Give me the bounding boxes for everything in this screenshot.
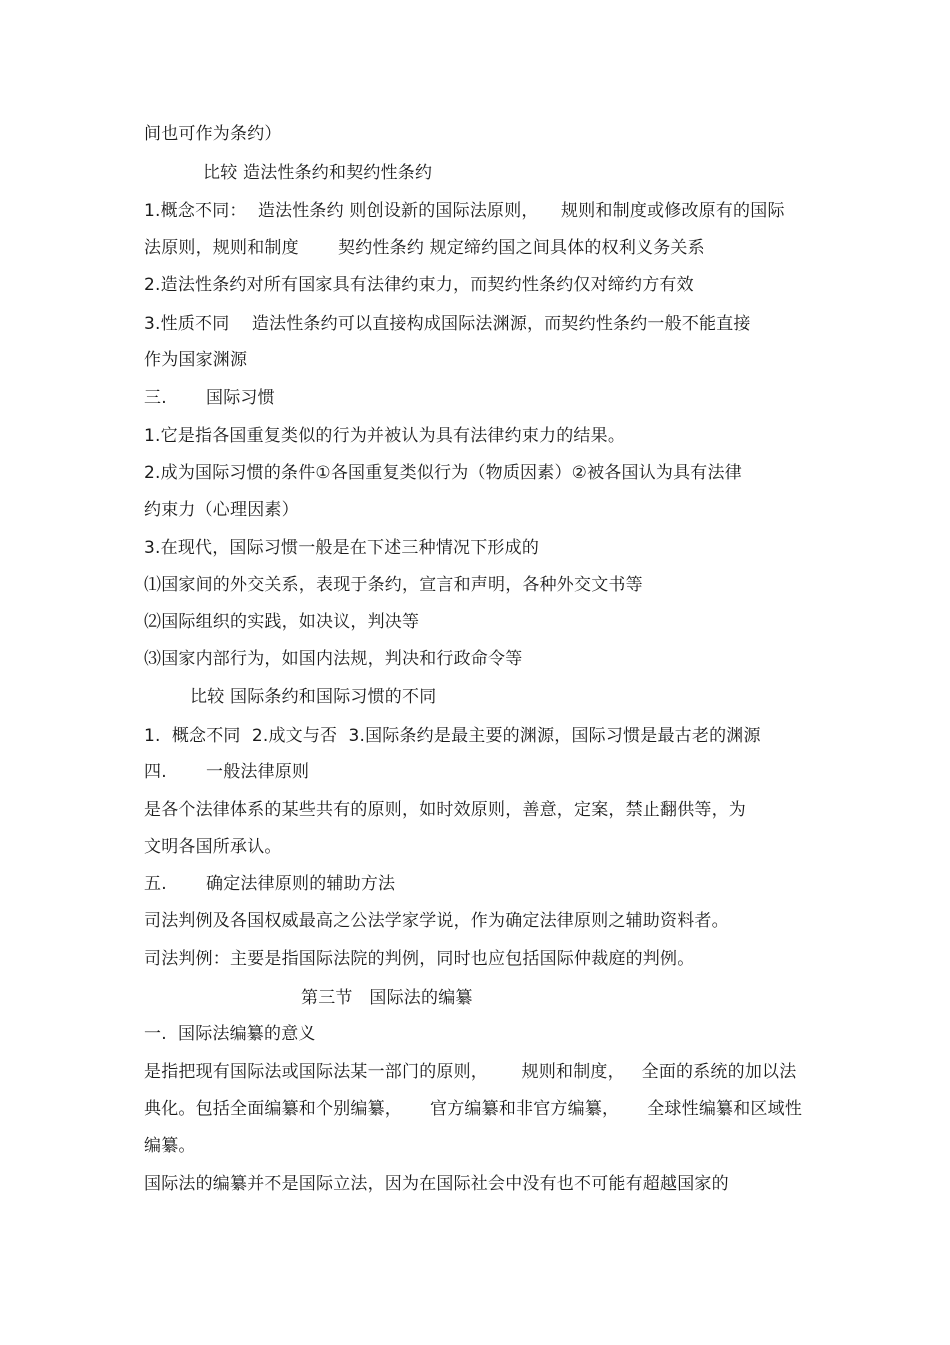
- comparison-heading: 比较 造法性条约和契约性条约: [203, 163, 433, 183]
- section-heading: 三. 国际习惯: [144, 388, 275, 408]
- section-heading: 五. 确定法律原则的辅助方法: [144, 874, 396, 894]
- chapter-section-title: 第三节 国际法的编纂: [301, 988, 473, 1008]
- text-line: 2.造法性条约对所有国家具有法律约束力，而契约性条约仅对缔约方有效: [144, 275, 694, 295]
- section-heading: 四. 一般法律原则: [144, 762, 310, 782]
- section-heading: 一. 国际法编纂的意义: [144, 1024, 316, 1044]
- text-line: 法原则，规则和制度 契约性条约 规定缔约国之间具体的权利义务关系: [144, 238, 705, 258]
- text-line: 1.它是指各国重复类似的行为并被认为具有法律约束力的结果。: [144, 426, 626, 446]
- comparison-heading: 比较 国际条约和国际习惯的不同: [190, 687, 437, 707]
- text-line: 作为国家渊源: [144, 350, 248, 370]
- text-line: 是各个法律体系的某些共有的原则，如时效原则，善意，定案，禁止翻供等，为: [144, 800, 746, 820]
- text-line: ⑵国际组织的实践，如决议，判决等: [144, 612, 420, 632]
- text-line: ⑴国家间的外交关系，表现于条约，宣言和声明，各种外交文书等: [144, 575, 643, 595]
- text-line: 文明各国所承认。: [144, 837, 282, 857]
- text-line: 3.在现代，国际习惯一般是在下述三种情况下形成的: [144, 538, 540, 558]
- text-line: 典化。包括全面编纂和个别编纂， 官方编纂和非官方编纂， 全球性编纂和区域性: [144, 1099, 803, 1119]
- text-line: 是指把现有国际法或国际法某一部门的原则， 规则和制度， 全面的系统的加以法: [144, 1062, 797, 1082]
- text-line: 编纂。: [144, 1136, 196, 1156]
- text-line: ⑶国家内部行为，如国内法规，判决和行政命令等: [144, 649, 523, 669]
- text-line: 间也可作为条约）: [144, 124, 282, 144]
- text-line: 司法判例及各国权威最高之公法学家学说，作为确定法律原则之辅助资料者。: [144, 911, 729, 931]
- text-line: 2.成为国际习惯的条件①各国重复类似行为（物质因素）②被各国认为具有法律: [144, 463, 742, 483]
- text-line: 3.性质不同 造法性条约可以直接构成国际法渊源，而契约性条约一般不能直接: [144, 314, 751, 334]
- text-line: 1. 概念不同 2.成文与否 3.国际条约是最主要的渊源，国际习惯是最古老的渊源: [144, 726, 761, 746]
- text-line: 约束力（心理因素）: [144, 500, 299, 520]
- text-line: 1.概念不同： 造法性条约 则创设新的国际法原则， 规则和制度或修改原有的国际: [144, 201, 785, 221]
- text-line: 司法判例：主要是指国际法院的判例，同时也应包括国际仲裁庭的判例。: [144, 949, 695, 969]
- text-line: 国际法的编纂并不是国际立法，因为在国际社会中没有也不可能有超越国家的: [144, 1174, 729, 1194]
